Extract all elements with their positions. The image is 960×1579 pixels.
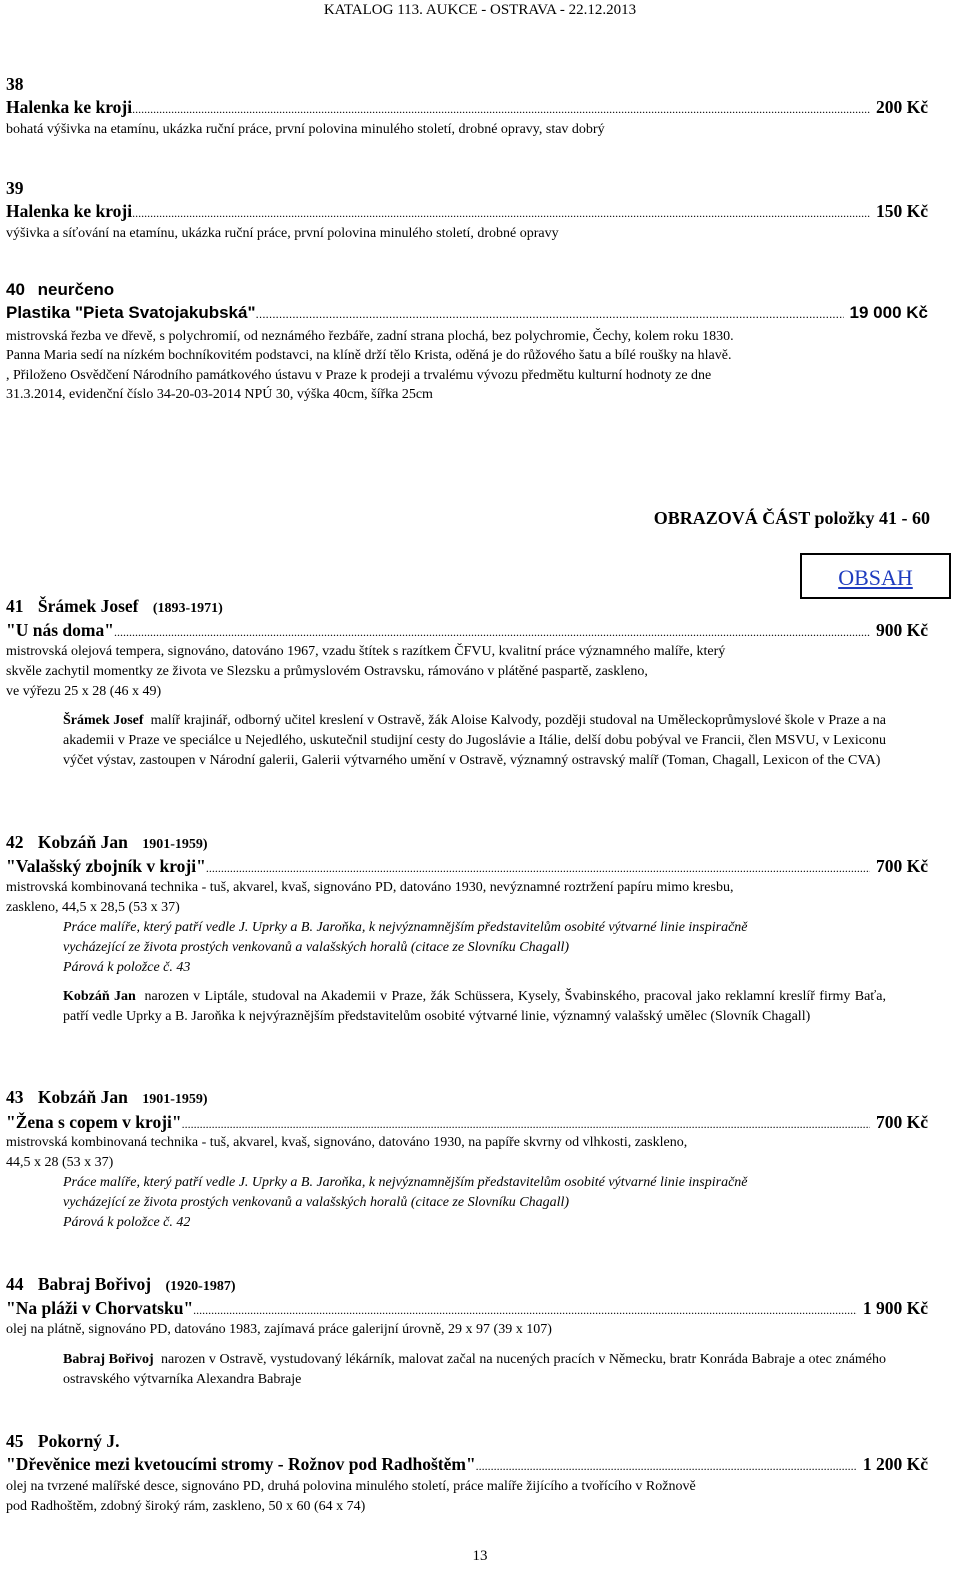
lot-44-title: "Na pláži v Chorvatsku" — [6, 1298, 194, 1318]
lot-45-price: 1 200 Kč — [862, 1454, 928, 1474]
lot-40-title: Plastika "Pieta Svatojakubská" — [6, 303, 256, 322]
dot-leader — [114, 625, 870, 640]
lot-43-note-2: vycházející ze života prostých venkovanů a valašských horalů (citace ze Slovníku Chagall) — [63, 1195, 570, 1210]
lot-43-heading — [6, 1087, 208, 1108]
lot-41-description-2: skvěle zachytil momentky ze života ve Slezsku a průmyslovém Ostravsku, rámováno v plátěné paspartě, zaskleno, — [6, 664, 648, 679]
lot-44-number: 44 — [6, 1274, 24, 1294]
lot-39-number: 39 — [6, 178, 24, 198]
lot-38-title-line — [6, 97, 928, 118]
lot-42-title: "Valašský zbojník v kroji" — [6, 856, 206, 876]
lot-41-bio-name: Šrámek Josef — [63, 713, 144, 728]
lot-38-price: 200 Kč — [875, 97, 928, 117]
lot-45-description-1: olej na tvrzené malířské desce, signováno PD, druhá polovina minulého století, práce malíře žijícího a tvořícího v Rožnově — [6, 1479, 696, 1494]
lot-45-title: "Dřevěnice mezi kvetoucími stromy - Rožnov pod Radhoštěm" — [6, 1454, 476, 1474]
lot-39-price: 150 Kč — [875, 201, 928, 221]
lot-43-years: 1901-1959) — [142, 1092, 208, 1107]
lot-42-author: Kobzáň Jan — [37, 832, 128, 852]
dot-leader — [193, 1303, 857, 1318]
lot-44-title-line — [6, 1298, 928, 1319]
lot-42-bio-text: narozen v Liptále, studoval na Akademii v Praze, žák Schüssera, Kysely, Švabinského, pracoval jako reklamní kreslíř firmy Baťa, patří vedle Uprky a B. Jaroňka k nejvýraznějším představitelům osobité výtvarné linie, významný valašský umělec (Slovník Chagall) — [63, 989, 886, 1024]
lot-42-price: 700 Kč — [875, 856, 928, 876]
lot-44-bio-text: narozen v Ostravě, vystudovaný lékárník, malovat začal na nucených pracích v Německu, bratr Konráda Babraje a otec známého ostravského výtvarníka Alexandra Babraje — [63, 1352, 887, 1387]
lot-43-note-1: Práce malíře, který patří vedle J. Uprky a B. Jaroňka, k nejvýznamnějším představitelům osobité výtvarné linie inspiračně — [63, 1175, 748, 1190]
page-number: 13 — [472, 1548, 488, 1564]
lot-42-bio-name: Kobzáň Jan — [63, 989, 136, 1004]
lot-44-bio-name: Babraj Bořivoj — [63, 1352, 154, 1367]
lot-40-number: 40 — [6, 280, 25, 299]
lot-40-heading — [6, 280, 114, 300]
obsah-link[interactable]: OBSAH — [838, 565, 913, 590]
lot-44-description-1: olej na plátně, signováno PD, datováno 1983, zajímavá práce galerijní úrovně, 29 x 97 (39 x 107) — [6, 1322, 552, 1337]
lot-42-number: 42 — [6, 832, 24, 852]
lot-45-description-2: pod Radhoštěm, zdobný široký rám, zaskleno, 50 x 60 (64 x 74) — [6, 1499, 366, 1514]
lot-41-biography — [63, 711, 886, 771]
lot-42-biography — [63, 987, 886, 1027]
lot-43-description-1: mistrovská kombinovaná technika - tuš, akvarel, kvaš, signováno, datováno 1930, na papíře skvrny od vlhkosti, zaskleno, — [6, 1135, 688, 1150]
dot-leader — [256, 307, 844, 321]
lot-42-note-1: Práce malíře, který patří vedle J. Uprky a B. Jaroňka, k nejvýznamnějším představitelům osobité výtvarné linie inspiračně — [63, 920, 748, 935]
lot-43-number: 43 — [6, 1087, 24, 1107]
lot-45-title-line — [6, 1454, 928, 1475]
lot-43-price: 700 Kč — [875, 1112, 928, 1132]
lot-43-title: "Žena s copem v kroji" — [6, 1112, 182, 1132]
lot-44-heading — [6, 1274, 236, 1295]
lot-41-description-3: ve výřezu 25 x 28 (46 x 49) — [6, 684, 162, 699]
lot-40-description-1: mistrovská řezba ve dřevě, s polychromií, od neznámého řezbáře, zadní strana plochá, bez polychromie, Čechy, kolem roku 1830. — [6, 329, 734, 344]
lot-42-title-line — [6, 856, 928, 877]
lot-40-description-2: Panna Maria sedí na nízkém bochníkovitém podstavci, na klíně drží tělo Krista, oděná je do růžového šatu a bílé roušky na hlavě. — [6, 348, 732, 363]
lot-44-years: (1920-1987) — [165, 1279, 236, 1294]
lot-42-years: 1901-1959) — [142, 837, 208, 852]
lot-40-author: neurčeno — [37, 280, 115, 299]
dot-leader — [206, 861, 870, 876]
lot-38-number: 38 — [6, 74, 24, 94]
lot-41-years: (1893-1971) — [152, 601, 223, 616]
lot-43-description-2: 44,5 x 28 (53 x 37) — [6, 1155, 114, 1170]
section-title: OBRAZOVÁ ČÁST položky 41 - 60 — [653, 508, 930, 528]
dot-leader — [132, 102, 870, 117]
lot-44-biography — [63, 1350, 886, 1390]
lot-43-title-line — [6, 1112, 928, 1133]
dot-leader — [476, 1459, 857, 1474]
lot-39-title: Halenka ke kroji — [6, 201, 133, 221]
lot-41-price: 900 Kč — [875, 620, 928, 640]
catalog-header: KATALOG 113. AUKCE - OSTRAVA - 22.12.2013 — [323, 2, 637, 18]
lot-45-number: 45 — [6, 1431, 24, 1451]
lot-42-note-2: vycházející ze života prostých venkovanů a valašských horalů (citace ze Slovníku Chagall) — [63, 940, 570, 955]
lot-38-title: Halenka ke kroji — [6, 97, 133, 117]
lot-41-number: 41 — [6, 596, 24, 616]
lot-44-author: Babraj Bořivoj — [37, 1274, 152, 1294]
lot-44-price: 1 900 Kč — [862, 1298, 928, 1318]
lot-41-title: "U nás doma" — [6, 620, 114, 640]
lot-40-description-3: , Přiloženo Osvědčení Národního památkového ústavu v Praze k prodeji a trvalému vývozu předmětu kulturní hodnoty ze dne — [6, 368, 712, 383]
lot-42-heading — [6, 832, 208, 853]
lot-39-title-line — [6, 201, 928, 222]
lot-45-heading — [6, 1431, 120, 1452]
lot-41-bio-text: malíř krajinář, odborný učitel kreslení v Ostravě, žák Aloise Kalvody, později studoval na Uměleckoprůmyslové škole v Praze a na akademii v Praze ve speciálce u Nejedlého, uskutečnil studijní cesty do Jugoslávie a Itálie, delší dobu pobýval ve Francii, člen MSVU, v Lexiconu výčet výstav, zastoupen v Národní galerii, Galerii výtvarného umění v Ostravě, významný ostravský malíř (Toman, Chagall, Lexicon of the CVA) — [63, 713, 886, 768]
lot-45-author: Pokorný J. — [37, 1431, 120, 1451]
dot-leader — [132, 206, 870, 221]
lot-42-description-2: zaskleno, 44,5 x 28,5 (53 x 37) — [6, 900, 180, 915]
lot-43-author: Kobzáň Jan — [37, 1087, 128, 1107]
lot-39-description: výšivka a síťování na etamínu, ukázka ruční práce, první polovina minulého století, drobné opravy — [6, 226, 559, 241]
lot-40-description-4: 31.3.2014, evidenční číslo 34-20-03-2014 NPÚ 30, výška 40cm, šířka 25cm — [6, 387, 433, 402]
lot-42-description-1: mistrovská kombinovaná technika - tuš, akvarel, kvaš, signováno PD, datováno 1930, nevýznamné roztržení papíru mimo kresbu, — [6, 880, 734, 895]
lot-40-price: 19 000 Kč — [849, 303, 928, 322]
lot-43-note-3: Párová k položce č. 42 — [63, 1215, 191, 1230]
lot-42-note-3: Párová k položce č. 43 — [63, 960, 191, 975]
dot-leader — [182, 1117, 870, 1132]
lot-38-description: bohatá výšivka na etamínu, ukázka ruční práce, první polovina minulého století, drobné opravy, stav dobrý — [6, 122, 605, 137]
lot-41-heading — [6, 596, 223, 617]
lot-41-title-line — [6, 620, 928, 641]
lot-41-author: Šrámek Josef — [37, 596, 139, 616]
lot-40-title-line — [6, 303, 928, 323]
lot-41-description-1: mistrovská olejová tempera, signováno, datováno 1967, vzadu štítek s razítkem ČFVU, kvalitní práce významného malíře, který — [6, 644, 726, 659]
